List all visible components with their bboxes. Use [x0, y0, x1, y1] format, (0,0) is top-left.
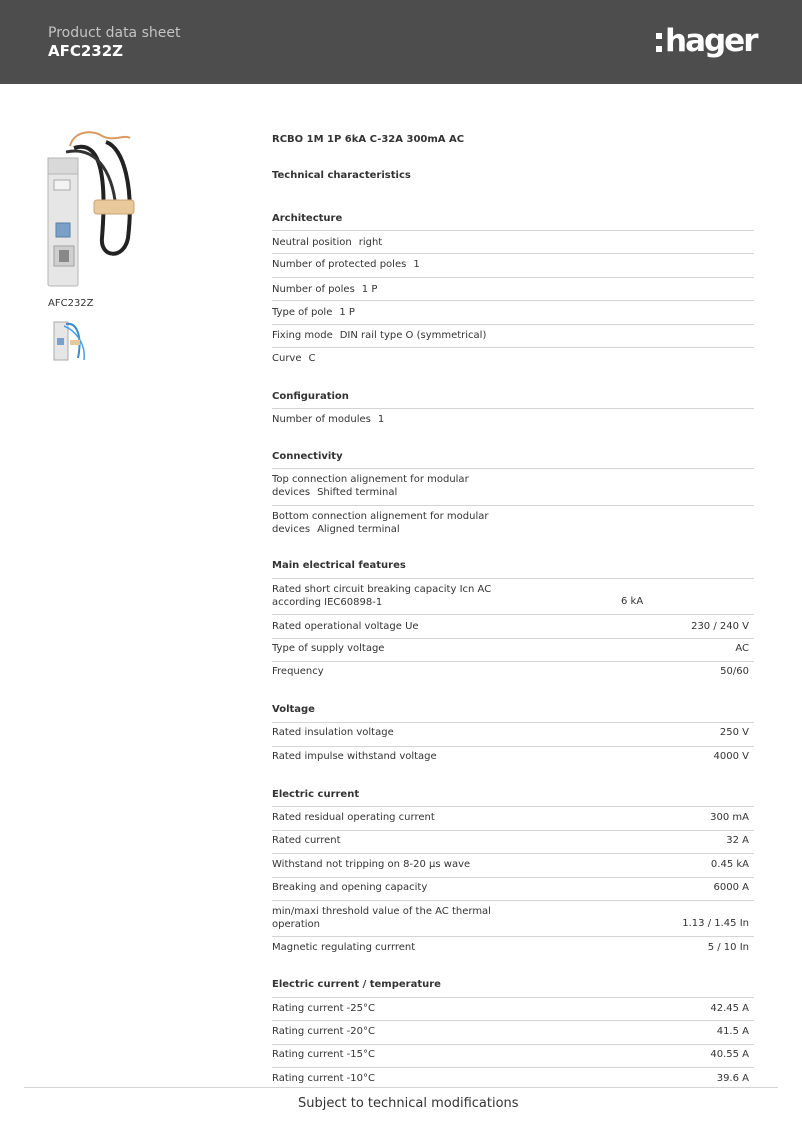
- table-row: [272, 578, 754, 615]
- table-row: [272, 936, 754, 961]
- table-row: [272, 661, 754, 686]
- row-value: 0.45 kA: [710, 859, 749, 870]
- table-row: [272, 230, 754, 254]
- product-caption: AFC232Z: [48, 298, 94, 309]
- row-label: Rating current -25°C: [272, 1003, 375, 1014]
- row-label: Rated residual operating current: [272, 812, 435, 823]
- row-value: 1 P: [361, 284, 378, 295]
- row-label: Rated insulation voltage: [272, 727, 394, 738]
- row-label: according IEC60898-1: [272, 596, 383, 608]
- row-value: 1 P: [339, 307, 355, 318]
- technical-characteristics-title: Technical characteristics: [272, 170, 411, 181]
- section-title-connectivity: Connectivity: [272, 451, 343, 462]
- row-label: Type of pole: [272, 307, 333, 318]
- footer-divider: [24, 1087, 778, 1088]
- section-title-voltage: Voltage: [272, 704, 315, 715]
- row-value: right: [358, 237, 383, 248]
- header-title: AFC232Z: [48, 42, 124, 60]
- section-title-architecture: Architecture: [272, 213, 343, 224]
- header-subtitle: Product data sheet: [48, 25, 181, 41]
- row-label: devices: [272, 523, 311, 535]
- row-value: 1.13 / 1.45 In: [682, 918, 749, 929]
- table-row: [272, 746, 754, 771]
- row-value: 50/60: [720, 666, 749, 677]
- table-row: [272, 277, 754, 301]
- table-row: [272, 806, 754, 831]
- row-label: Rating current -15°C: [272, 1049, 375, 1060]
- row-value: Shifted terminal: [317, 486, 398, 498]
- table-row: [272, 900, 754, 937]
- table-row: [272, 505, 754, 543]
- row-value: 5 / 10 In: [707, 942, 749, 953]
- table-row: [272, 997, 754, 1021]
- row-value: AC: [735, 643, 749, 654]
- row-label: Neutral position: [272, 237, 352, 248]
- table-row: [272, 253, 754, 278]
- row-label: Rated impulse withstand voltage: [272, 751, 437, 762]
- row-value: 6 kA: [621, 596, 644, 607]
- row-value: C: [308, 353, 316, 364]
- product-thumbnail-icon[interactable]: [48, 318, 88, 364]
- row-label: Number of poles: [272, 284, 355, 295]
- row-label: min/maxi threshold value of the AC thermal: [272, 906, 491, 917]
- row-value: 41.5 A: [716, 1026, 749, 1037]
- row-label: Fixing mode: [272, 330, 333, 341]
- row-label: Number of protected poles: [272, 259, 407, 270]
- row-label: Rated operational voltage Ue: [272, 621, 419, 632]
- product-image-icon: [44, 128, 144, 296]
- row-label: Frequency: [272, 666, 324, 677]
- row-value: 6000 A: [713, 882, 749, 893]
- row-value: 250 V: [719, 727, 749, 738]
- row-value: 1: [377, 414, 385, 425]
- row-label: operation: [272, 918, 321, 930]
- table-row: [272, 877, 754, 901]
- row-label: Magnetic regulating currrent: [272, 942, 416, 953]
- row-label: Number of modules: [272, 414, 371, 425]
- section-title-current-temperature: Electric current / temperature: [272, 979, 441, 990]
- table-row: [272, 1044, 754, 1068]
- table-row: [272, 300, 754, 325]
- table-row: [272, 830, 754, 854]
- table-row: [272, 722, 754, 747]
- table-row: [272, 347, 754, 372]
- logo-text: hager: [665, 23, 757, 59]
- table-row: [272, 614, 754, 639]
- table-row: [272, 468, 754, 506]
- row-label: Rating current -20°C: [272, 1026, 375, 1037]
- table-row: [272, 853, 754, 878]
- row-value: 39.6 A: [716, 1073, 749, 1084]
- logo-dots-icon: [656, 33, 662, 52]
- row-label: Withstand not tripping on 8-20 µs wave: [272, 859, 471, 870]
- row-label: Rated current: [272, 835, 341, 846]
- row-value: 4000 V: [713, 751, 749, 762]
- row-value: 42.45 A: [710, 1003, 749, 1014]
- table-row: [272, 638, 754, 662]
- row-label: Top connection alignement for modular: [272, 474, 469, 485]
- row-value: 300 mA: [710, 812, 749, 823]
- footer-note: Subject to technical modifications: [298, 1096, 519, 1111]
- section-title-electric-current: Electric current: [272, 789, 360, 800]
- row-value: 230 / 240 V: [691, 621, 749, 632]
- table-row: [272, 1020, 754, 1045]
- row-value: 40.55 A: [710, 1049, 749, 1060]
- table-row: [272, 408, 754, 433]
- row-label: Rating current -10°C: [272, 1073, 375, 1084]
- row-value: 1: [413, 259, 420, 270]
- section-title-configuration: Configuration: [272, 391, 349, 402]
- table-row: [272, 1067, 754, 1086]
- table-row: [272, 324, 754, 348]
- row-label: Type of supply voltage: [272, 643, 385, 654]
- row-label: Curve: [272, 353, 302, 364]
- row-value: Aligned terminal: [317, 523, 400, 535]
- section-title-main-electrical: Main electrical features: [272, 560, 406, 571]
- page-header: [0, 0, 802, 84]
- row-label: devices: [272, 486, 311, 498]
- row-label: Breaking and opening capacity: [272, 882, 428, 893]
- row-label: Rated short circuit breaking capacity Icn AC: [272, 584, 492, 595]
- product-name: RCBO 1M 1P 6kA C-32A 300mA AC: [272, 134, 465, 145]
- row-value: DIN rail type O (symmetrical): [339, 330, 487, 341]
- row-value: 32 A: [726, 835, 749, 846]
- row-label: Bottom connection alignement for modular: [272, 511, 489, 522]
